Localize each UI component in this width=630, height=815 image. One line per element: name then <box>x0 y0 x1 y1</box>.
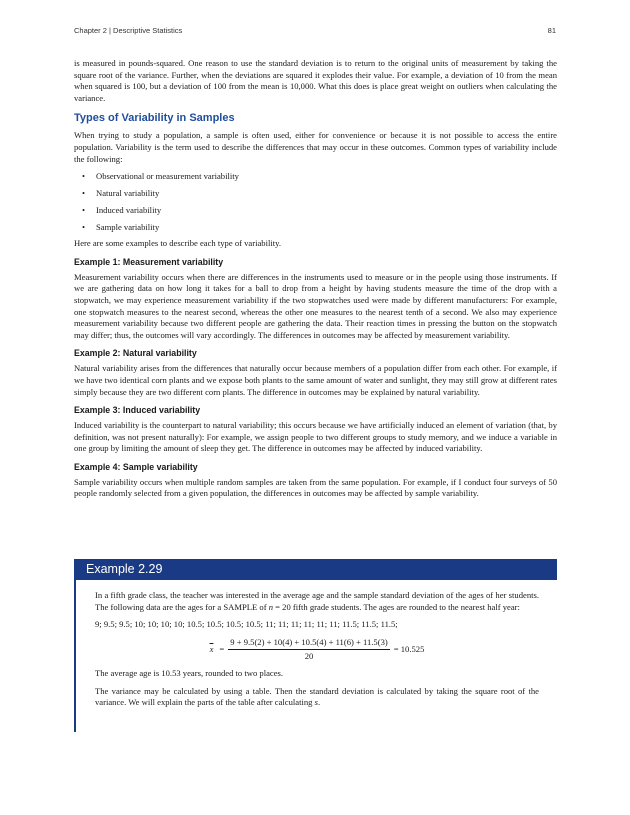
example-1-text: Measurement variability occurs when there are differences in the instruments used to measure or in the people using those instruments. If we are gathering data on how long it takes for a ball to drop from a height by having students measure the time of the drop with a stopwatch, we may experience measurement variability if the two stopwatches used were made by different manufacturers: For example, one stopwatch measures to the nearest second, whereas the other one measures to the nearest tenth of a second. We also may experience measurement variability because two different people are gathering the data. Their reaction times in pressing the button on the stopwatch may differ; thus, the outcomes will vary accordingly. The differences in outcomes may be affected by measurement variability. <box>74 271 557 340</box>
average-age-text: The average age is 10.53 years, rounded to two places. <box>95 667 284 678</box>
bullet-icon: • <box>82 188 86 199</box>
example-3-heading: Example 3: Induced variability <box>74 405 201 416</box>
variance-text: The variance may be calculated by using a table. Then the standard deviation is calculated by taking the square root of the variance. We will explain the parts of the table after calculating s. <box>95 685 539 708</box>
formula-denominator: 20 <box>304 651 314 662</box>
mean-formula <box>95 637 539 663</box>
example-4-heading: Example 4: Sample variability <box>74 461 198 472</box>
example-4-text: Sample variability occurs when multiple random samples are taken from the same population. For example, if I conduct four surveys of 50 people randomly selected from a given population, the differences in outcomes may be affected by sample variability. <box>74 476 557 499</box>
formula-numerator: 9 + 9.5(2) + 10(4) + 10.5(4) + 11(6) + 11.5(3) <box>228 637 390 651</box>
bullet-icon: • <box>82 222 86 233</box>
formula-mean-symbol: $\overline{x}$ <box>209 644 214 655</box>
example-1-heading: Example 1: Measurement variability <box>74 256 224 267</box>
bullet-icon: • <box>82 171 86 182</box>
formula-equals: = <box>219 644 225 655</box>
intro-paragraph: is measured in pounds-squared. One reason to use the standard deviation is to return to the original units of measurement by taking the square root of the variance. Further, when the deviations are squared it explodes their value. For example, a deviation of 10 from the mean when squared is 100, but a deviation of 100 from the mean is 10,000. What this does is place great weight on outliers when calculating the variance. <box>74 58 557 103</box>
chapter-title: Chapter 2 | Descriptive Statistics <box>74 26 183 35</box>
example-3-text: Induced variability is the counterpart to natural variability; this occurs because we have artificially induced an element of variation (that, by definition, was not present naturally): For example, we assign people to two different groups to study memory, and we induce a variable in one group by limiting the amount of sleep they get. The difference in outcomes may be affected by induced variability. <box>74 420 557 454</box>
list-item: • Sample variability <box>82 222 160 233</box>
section-title: Types of Variability in Samples <box>74 112 235 125</box>
after-list-text: Here are some examples to describe each type of variability. <box>74 238 282 249</box>
data-values: 9; 9.5; 9.5; 10; 10; 10; 10; 10.5; 10.5; 10.5; 10.5; 11; 11; 11; 11; 11; 11; 11.5; 11.5; 11.5; <box>95 619 398 630</box>
list-item: • Observational or measurement variability <box>82 171 239 182</box>
list-item: • Induced variability <box>82 205 162 216</box>
list-item: • Natural variability <box>82 188 160 199</box>
example-2-text: Natural variability arises from the differences that naturally occur because members of a population differ from each other. For example, if we have two identical corn plants and we expose both plants to the same amount of water and sunlight, they may still grow at different rates simply because they are two different corn plants. The difference in outcomes may be explained by natural variability. <box>74 363 557 397</box>
page-number: 81 <box>547 26 556 35</box>
page-header <box>74 26 556 35</box>
example-box-title: Example 2.29 <box>74 559 557 580</box>
section-paragraph: When trying to study a population, a sample is often used, either for convenience or because it is not possible to access the entire population. Variability is the term used to describe the differences that may occur in these outcomes. Common types of variability include the following: <box>74 130 557 164</box>
formula-result: = 10.525 <box>393 644 425 655</box>
example-box-body <box>74 580 557 732</box>
variability-list <box>74 170 557 233</box>
example-box <box>74 559 557 732</box>
example-intro: In a fifth grade class, the teacher was interested in the average age and the sample standard deviation of the ages of her students. The following data are the ages for a SAMPLE of n = 20 fifth grade students. The ages are rounded to the nearest half year: <box>95 590 539 612</box>
formula-fraction <box>228 637 390 663</box>
bullet-icon: • <box>82 205 86 216</box>
example-2-heading: Example 2: Natural variability <box>74 348 197 359</box>
main-content <box>74 58 557 505</box>
